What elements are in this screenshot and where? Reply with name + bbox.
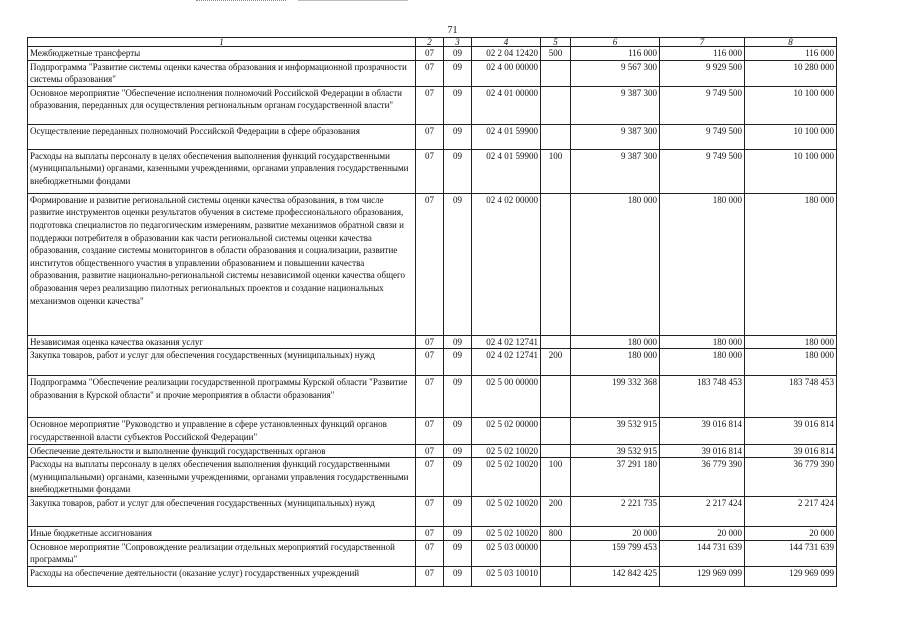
amount-col-6: 199 332 368 — [571, 376, 660, 418]
target-article-code: 02 5 02 00000 — [472, 418, 541, 444]
subsection-code: 09 — [444, 349, 472, 376]
section-code: 07 — [416, 418, 444, 444]
subsection-code: 09 — [444, 149, 472, 193]
section-code: 07 — [416, 527, 444, 541]
header-cell: 4 — [472, 38, 541, 47]
header-cell: 1 — [28, 38, 416, 47]
subsection-code: 09 — [444, 47, 472, 61]
amount-col-8: 10 280 000 — [745, 60, 837, 86]
table-header-row — [28, 38, 837, 47]
amount-col-8: 183 748 453 — [745, 376, 837, 418]
header-cell: 2 — [416, 38, 444, 47]
table-row — [28, 86, 837, 124]
amount-col-7: 129 969 099 — [660, 566, 745, 586]
amount-col-8: 10 100 000 — [745, 124, 837, 149]
table-row — [28, 193, 837, 335]
amount-col-7: 20 000 — [660, 527, 745, 541]
amount-col-8: 180 000 — [745, 193, 837, 335]
amount-col-7: 9 749 500 — [660, 124, 745, 149]
amount-col-6: 9 387 300 — [571, 149, 660, 193]
expense-type-code: 200 — [541, 497, 571, 527]
header-cell: 6 — [571, 38, 660, 47]
amount-col-7: 9 749 500 — [660, 149, 745, 193]
row-label: Иные бюджетные ассигнования — [28, 527, 416, 541]
header-cell: 8 — [745, 38, 837, 47]
amount-col-7: 2 217 424 — [660, 497, 745, 527]
subsection-code: 09 — [444, 376, 472, 418]
subsection-code: 09 — [444, 335, 472, 349]
section-code: 07 — [416, 47, 444, 61]
amount-col-7: 9 749 500 — [660, 86, 745, 124]
table-row — [28, 444, 837, 458]
section-code: 07 — [416, 86, 444, 124]
amount-col-7: 39 016 814 — [660, 444, 745, 458]
expense-type-code: 100 — [541, 458, 571, 497]
expense-type-code — [541, 540, 571, 566]
section-code: 07 — [416, 335, 444, 349]
amount-col-8: 144 731 639 — [745, 540, 837, 566]
amount-col-6: 9 387 300 — [571, 86, 660, 124]
amount-col-6: 180 000 — [571, 193, 660, 335]
expense-type-code: 200 — [541, 349, 571, 376]
subsection-code: 09 — [444, 124, 472, 149]
amount-col-7: 39 016 814 — [660, 418, 745, 444]
table-row — [28, 527, 837, 541]
row-label: Формирование и развитие региональной системы оценки качества образования, в том числе развитие инструментов оценки результатов обучения в системе профессионального образования, подготовка специалистов по педагогическим измерениям, развитие механизмов обратной связи и поддержки потребителя в образовании как части региональной системы оценки качества образования, создание системы мониторингов в области образования и социализации, развитие институтов общественного участия в управлении образованием и повышении качества образования, развитие национально-региональной системы независимой оценки качества общего образования через реализацию пилотных региональных проектов и создание национальных механизмов оценки качества" — [28, 193, 416, 335]
expense-type-code — [541, 418, 571, 444]
amount-col-6: 180 000 — [571, 335, 660, 349]
page-number: 71 — [447, 25, 458, 36]
subsection-code: 09 — [444, 497, 472, 527]
target-article-code: 02 4 02 00000 — [472, 193, 541, 335]
amount-col-7: 36 779 390 — [660, 458, 745, 497]
amount-col-8: 39 016 814 — [745, 444, 837, 458]
amount-col-7: 180 000 — [660, 193, 745, 335]
section-code: 07 — [416, 149, 444, 193]
target-article-code: 02 5 02 10020 — [472, 497, 541, 527]
table-row — [28, 335, 837, 349]
row-label: Расходы на выплаты персоналу в целях обеспечения выполнения функций государственными (муниципальными) органами, казенными учреждениями, органами управления государственными внебюджетными фондами — [28, 458, 416, 497]
expense-type-code: 800 — [541, 527, 571, 541]
target-article-code: 02 5 02 10020 — [472, 458, 541, 497]
table-row — [28, 60, 837, 86]
amount-col-6: 116 000 — [571, 47, 660, 61]
amount-col-8: 36 779 390 — [745, 458, 837, 497]
target-article-code: 02 4 01 59900 — [472, 124, 541, 149]
amount-col-6: 9 387 300 — [571, 124, 660, 149]
table-row — [28, 349, 837, 376]
expense-type-code — [541, 124, 571, 149]
amount-col-6: 180 000 — [571, 349, 660, 376]
target-article-code: 02 4 02 12741 — [472, 349, 541, 376]
expense-type-code — [541, 335, 571, 349]
target-article-code: 02 4 02 12741 — [472, 335, 541, 349]
target-article-code: 02 5 03 10010 — [472, 566, 541, 586]
expense-type-code: 500 — [541, 47, 571, 61]
target-article-code: 02 5 00 00000 — [472, 376, 541, 418]
row-label: Основное мероприятие "Сопровождение реализации отдельных мероприятий государственной программы" — [28, 540, 416, 566]
row-label: Основное мероприятие "Обеспечение исполнения полномочий Российской Федерации в области образования, переданных для осуществления региональным органам государственной власти" — [28, 86, 416, 124]
amount-col-7: 116 000 — [660, 47, 745, 61]
table-row — [28, 458, 837, 497]
row-label: Осуществление переданных полномочий Российской Федерации в сфере образования — [28, 124, 416, 149]
section-code: 07 — [416, 497, 444, 527]
row-label: Обеспечение деятельности и выполнение функций государственных органов — [28, 444, 416, 458]
budget-table — [27, 37, 837, 587]
target-article-code: 02 4 01 59900 — [472, 149, 541, 193]
amount-col-6: 37 291 180 — [571, 458, 660, 497]
amount-col-7: 180 000 — [660, 349, 745, 376]
amount-col-8: 10 100 000 — [745, 149, 837, 193]
row-label: Независимая оценка качества оказания услуг — [28, 335, 416, 349]
table-row — [28, 418, 837, 444]
target-article-code: 02 2 04 12420 — [472, 47, 541, 61]
table-row — [28, 47, 837, 61]
subsection-code: 09 — [444, 527, 472, 541]
header-cell: 3 — [444, 38, 472, 47]
expense-type-code — [541, 376, 571, 418]
section-code: 07 — [416, 193, 444, 335]
table-row — [28, 566, 837, 586]
amount-col-8: 2 217 424 — [745, 497, 837, 527]
subsection-code: 09 — [444, 444, 472, 458]
subsection-code: 09 — [444, 566, 472, 586]
target-article-code: 02 5 02 10020 — [472, 527, 541, 541]
expense-type-code — [541, 566, 571, 586]
scan-edge-mark — [196, 0, 286, 2]
amount-col-6: 39 532 915 — [571, 444, 660, 458]
amount-col-6: 159 799 453 — [571, 540, 660, 566]
amount-col-6: 9 567 300 — [571, 60, 660, 86]
section-code: 07 — [416, 376, 444, 418]
expense-type-code: 100 — [541, 149, 571, 193]
amount-col-8: 20 000 — [745, 527, 837, 541]
amount-col-7: 144 731 639 — [660, 540, 745, 566]
section-code: 07 — [416, 349, 444, 376]
amount-col-6: 142 842 425 — [571, 566, 660, 586]
amount-col-8: 10 100 000 — [745, 86, 837, 124]
target-article-code: 02 5 03 00000 — [472, 540, 541, 566]
expense-type-code — [541, 193, 571, 335]
row-label: Расходы на обеспечение деятельности (оказание услуг) государственных учреждений — [28, 566, 416, 586]
row-label: Подпрограмма "Развитие системы оценки качества образования и информационной прозрачности системы образования" — [28, 60, 416, 86]
section-code: 07 — [416, 124, 444, 149]
row-label: Подпрограмма "Обеспечение реализации государственной программы Курской области "Развитие образования в Курской области" и прочие мероприятия в области образования" — [28, 376, 416, 418]
section-code: 07 — [416, 458, 444, 497]
subsection-code: 09 — [444, 86, 472, 124]
amount-col-7: 180 000 — [660, 335, 745, 349]
header-cell: 5 — [541, 38, 571, 47]
row-label: Закупка товаров, работ и услуг для обеспечения государственных (муниципальных) нужд — [28, 349, 416, 376]
row-label: Расходы на выплаты персоналу в целях обеспечения выполнения функций государственными (муниципальными) органами, казенными учреждениями, органами управления государственными внебюджетными фондами — [28, 149, 416, 193]
amount-col-8: 116 000 — [745, 47, 837, 61]
table-row — [28, 497, 837, 527]
amount-col-6: 2 221 735 — [571, 497, 660, 527]
table-row — [28, 149, 837, 193]
amount-col-8: 39 016 814 — [745, 418, 837, 444]
header-cell: 7 — [660, 38, 745, 47]
row-label: Межбюджетные трансферты — [28, 47, 416, 61]
expense-type-code — [541, 86, 571, 124]
amount-col-7: 9 929 500 — [660, 60, 745, 86]
amount-col-8: 180 000 — [745, 335, 837, 349]
subsection-code: 09 — [444, 193, 472, 335]
amount-col-6: 39 532 915 — [571, 418, 660, 444]
section-code: 07 — [416, 444, 444, 458]
table-row — [28, 124, 837, 149]
expense-type-code — [541, 60, 571, 86]
section-code: 07 — [416, 566, 444, 586]
subsection-code: 09 — [444, 540, 472, 566]
amount-col-8: 129 969 099 — [745, 566, 837, 586]
table-row — [28, 540, 837, 566]
amount-col-8: 180 000 — [745, 349, 837, 376]
scan-edge-mark — [298, 0, 408, 2]
section-code: 07 — [416, 540, 444, 566]
target-article-code: 02 4 00 00000 — [472, 60, 541, 86]
amount-col-6: 20 000 — [571, 527, 660, 541]
expense-type-code — [541, 444, 571, 458]
target-article-code: 02 4 01 00000 — [472, 86, 541, 124]
section-code: 07 — [416, 60, 444, 86]
table-row — [28, 376, 837, 418]
subsection-code: 09 — [444, 418, 472, 444]
target-article-code: 02 5 02 10020 — [472, 444, 541, 458]
subsection-code: 09 — [444, 458, 472, 497]
row-label: Закупка товаров, работ и услуг для обеспечения государственных (муниципальных) нужд — [28, 497, 416, 527]
row-label: Основное мероприятие "Руководство и управление в сфере установленных функций органов государственной власти субъектов Российской Федерации" — [28, 418, 416, 444]
subsection-code: 09 — [444, 60, 472, 86]
amount-col-7: 183 748 453 — [660, 376, 745, 418]
